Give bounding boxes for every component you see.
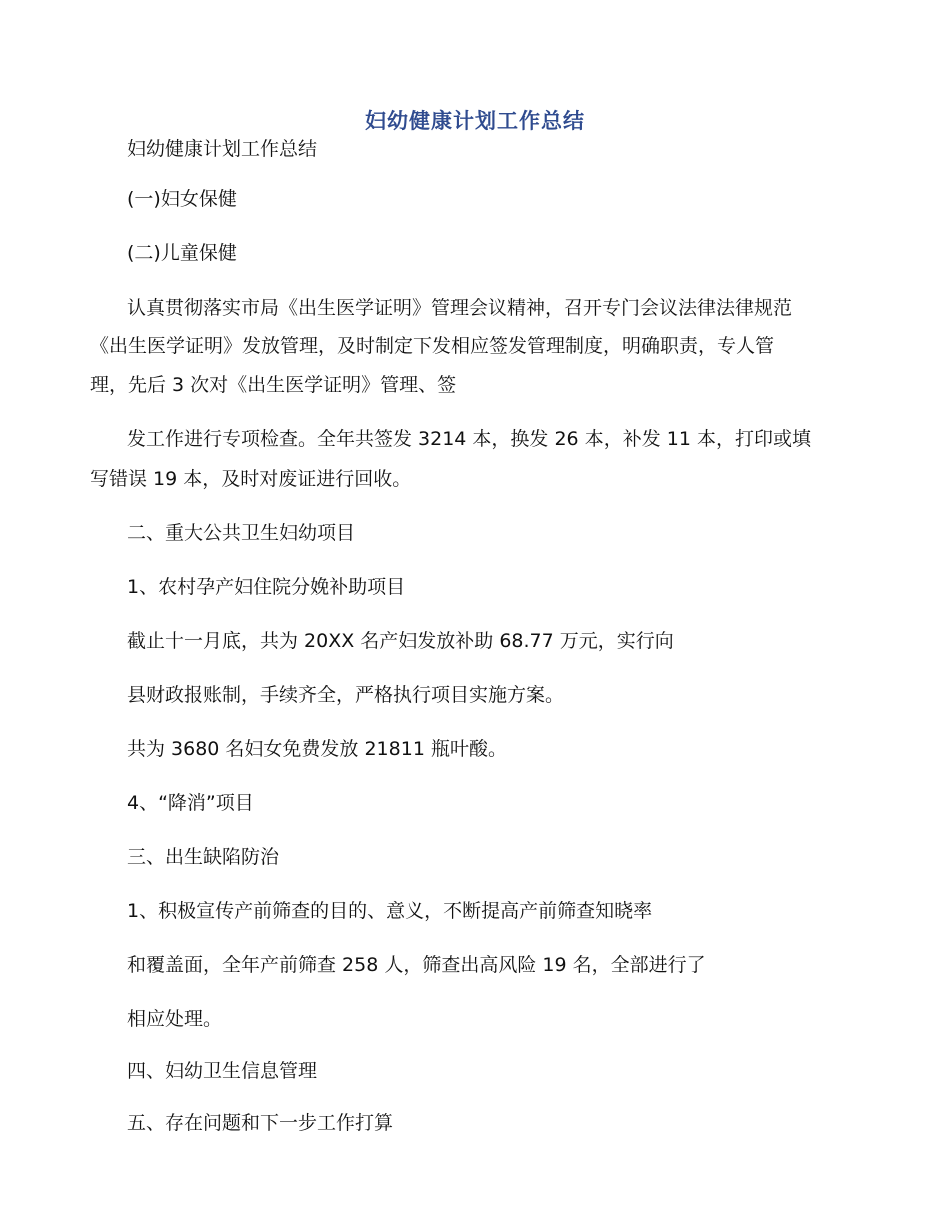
subtitle-line: 妇幼健康计划工作总结 — [127, 138, 318, 160]
section-child-health: (二)儿童保健 — [127, 242, 237, 264]
subsection-heading: 4、“降消”项目 — [127, 792, 254, 814]
paragraph-line: 《出生医学证明》发放管理，及时制定下发相应签发管理制度，明确职责，专人管 — [90, 335, 775, 357]
paragraph-line: 相应处理。 — [127, 1008, 223, 1030]
section-heading: 三、出生缺陷防治 — [127, 846, 280, 868]
section-heading: 五、存在问题和下一步工作打算 — [127, 1112, 394, 1134]
section-heading: 四、妇幼卫生信息管理 — [127, 1060, 318, 1082]
paragraph-line: 1、积极宣传产前筛查的目的、意义，不断提高产前筛查知晓率 — [127, 900, 653, 922]
paragraph-line: 理，先后 3 次对《出生医学证明》管理、签 — [90, 374, 457, 396]
paragraph-line: 和覆盖面，全年产前筛查 258 人，筛查出高风险 19 名，全部进行了 — [127, 954, 706, 976]
paragraph-line: 发工作进行专项检查。全年共签发 3214 本，换发 26 本，补发 11 本，打印或填 — [127, 428, 811, 450]
document-title: 妇幼健康计划工作总结 — [365, 108, 585, 133]
paragraph-line: 县财政报账制，手续齐全，严格执行项目实施方案。 — [127, 684, 565, 706]
subsection-heading: 1、农村孕产妇住院分娩补助项目 — [127, 576, 406, 598]
section-women-health: (一)妇女保健 — [127, 188, 237, 210]
paragraph-line: 认真贯彻落实市局《出生医学证明》管理会议精神，召开专门会议法律法律规范 — [127, 297, 793, 319]
paragraph-line: 共为 3680 名妇女免费发放 21811 瓶叶酸。 — [127, 738, 507, 760]
paragraph-line: 截止十一月底，共为 20XX 名产妇发放补助 68.77 万元，实行向 — [127, 630, 674, 652]
section-heading: 二、重大公共卫生妇幼项目 — [127, 522, 356, 544]
paragraph-line: 写错误 19 本，及时对废证进行回收。 — [90, 468, 412, 490]
